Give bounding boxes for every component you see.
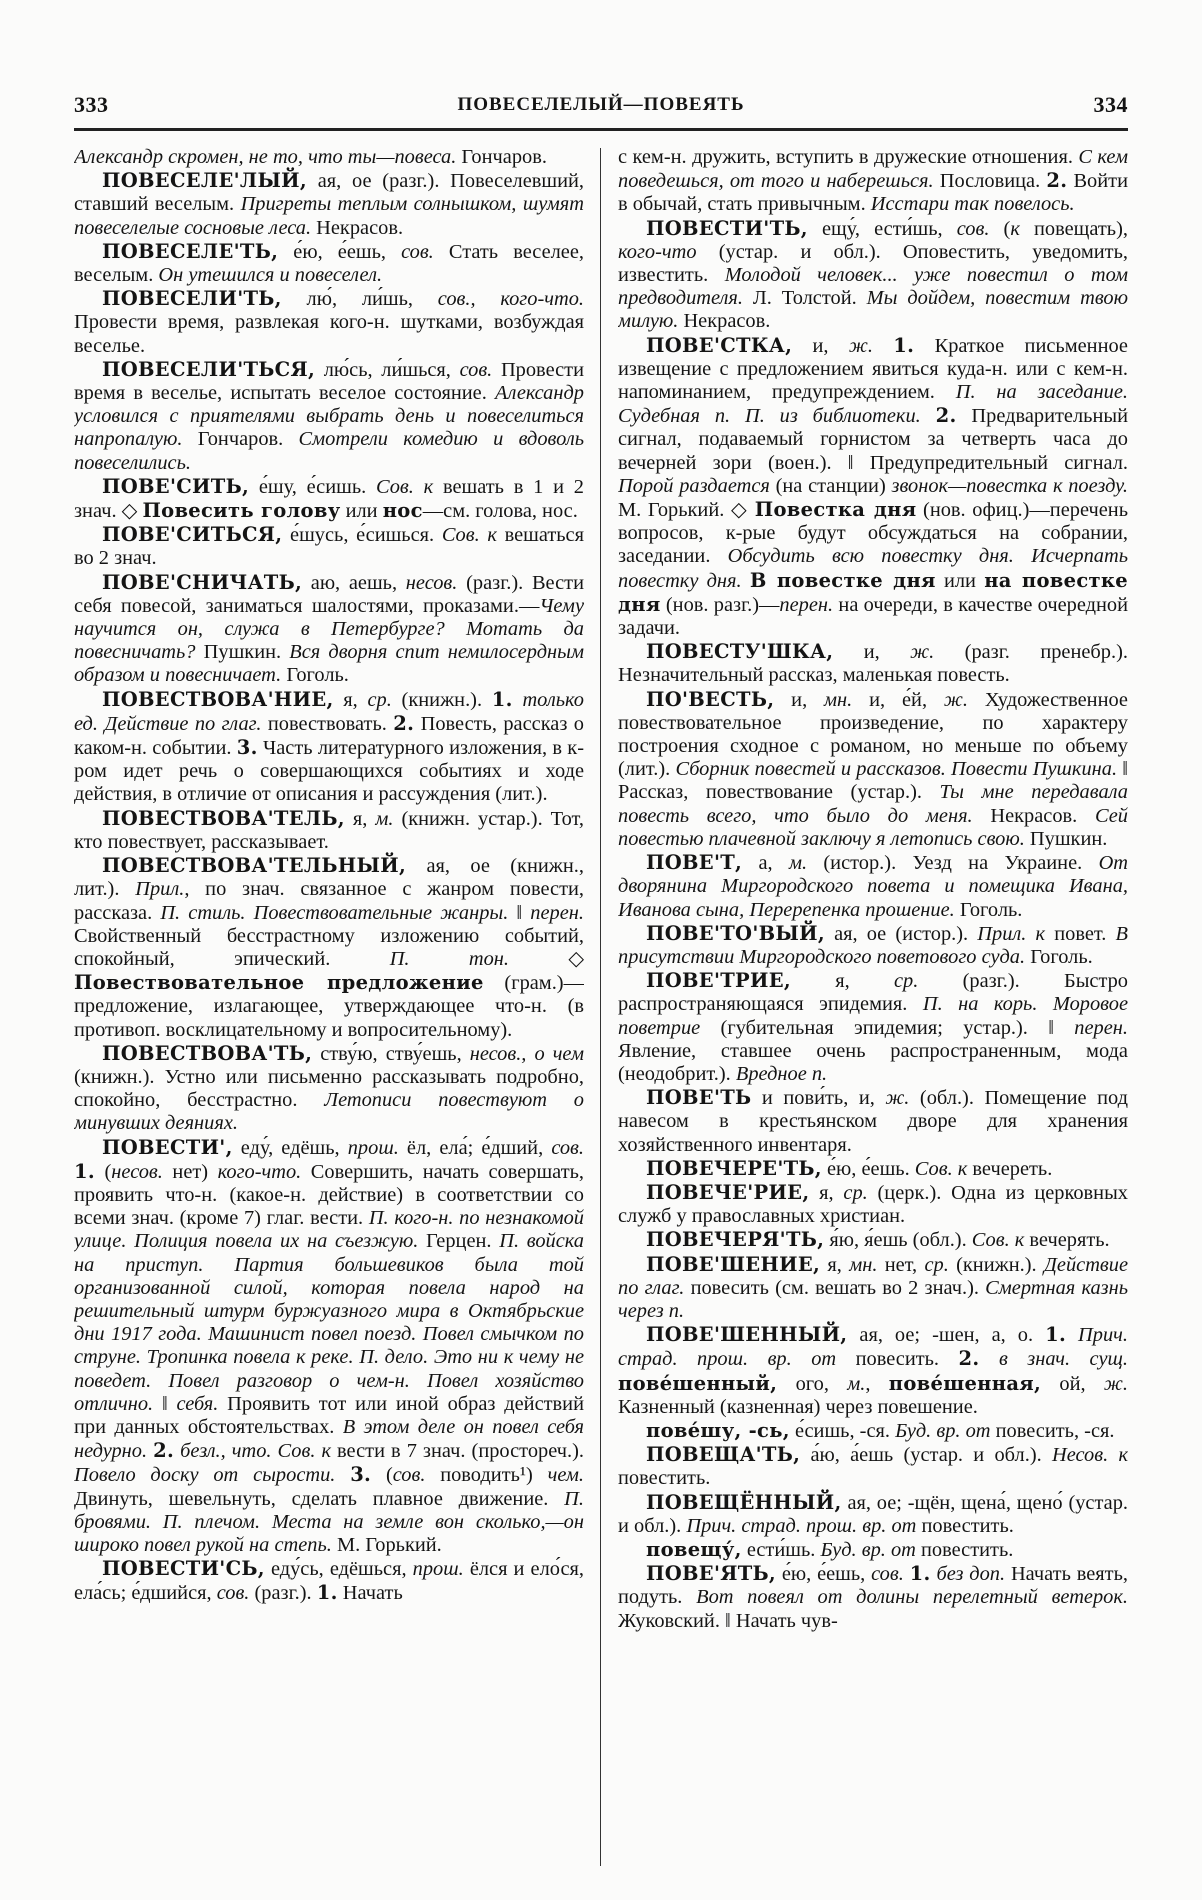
dictionary-entry: ПОВЕ'ТРИЕ, я, ср. (разг.). Быстро распространяющаяся эпидемия. П. на корь. Моровое поветрие (губительная эпидемия; устар.). ‖ перен. Явление, ставшее очень распространенным, мода (неодобрит.). Вредное п. bbox=[618, 969, 1128, 1085]
dictionary-entry: ПОВЕСТИ'ТЬ, ещу́, ести́шь, сов. (к повещать), кого-что (устар. и обл.). Оповестить, уведомить, известить. Молодой человек... уже повестил о том предводителя. Л. Толстой. Мы дойдем, повестим твою милую. Некрасов. bbox=[618, 216, 1128, 333]
dictionary-entry: ПОВЕСТВОВА'ТЬ, ству́ю, ству́ешь, несов., о чем (книжн.). Устно или письменно рассказывать подробно, спокойно, бесстрастно. Летописи повествуют о минувших деяниях. bbox=[74, 1041, 584, 1135]
dictionary-entry: ПОВЕСТУ'ШКА, и, ж. (разг. пренебр.). Незначительный рассказ, маленькая повесть. bbox=[618, 640, 1128, 687]
left-column bbox=[74, 146, 584, 1866]
dictionary-entry: Александр скромен, не то, что ты—повеса. Гончаров. bbox=[74, 146, 547, 168]
dictionary-entry: ПОВЕЩЁННЫЙ, ая, ое; -щён, щена́, щено́ (устар. и обл.). Прич. страд. прош. вр. от повестить. bbox=[618, 1490, 1128, 1537]
dictionary-entry: ПОВЕЩА'ТЬ, а́ю, а́ешь (устар. и обл.). Несов. к повестить. bbox=[618, 1443, 1128, 1490]
dictionary-entry: ПОВЕСЕЛИ'ТЬСЯ, лю́сь, ли́шься, сов. Провести время в веселье, испытать веселое состояние. Александр условился с приятелями выбрать день и повеселиться напропалую. Гончаров. Смотрели комедию и вдоволь повеселились. bbox=[74, 357, 584, 474]
dictionary-entry: ПОВЕ'ШЕНИЕ, я, мн. нет, ср. (книжн.). Действие по глаг. повесить (см. вешать во 2 знач.). Смертная казнь через п. bbox=[618, 1252, 1128, 1322]
dictionary-entry: с кем-н. дружить, вступить в дружеские отношения. С кем поведешься, от того и наберешься. Пословица. 2. Войти в обычай, стать привычным. Исстари так повелось. bbox=[618, 146, 1128, 216]
page-number-right: 334 bbox=[1093, 92, 1128, 117]
dictionary-entry: пове́шу, -сь, е́сишь, -ся. Буд. вр. от повесить, -ся. bbox=[646, 1418, 1115, 1442]
column-divider bbox=[600, 148, 601, 1866]
dictionary-entry: ПОВЕЧЕРЕ'ТЬ, е́ю, е́ешь. Сов. к вечереть. bbox=[646, 1156, 1053, 1180]
dictionary-entry: ПОВЕСТВОВА'ТЕЛЬ, я, м. (книжн. устар.). Тот, кто повествует, рассказывает. bbox=[74, 806, 584, 853]
header-rule bbox=[74, 128, 1128, 131]
dictionary-entry: ПОВЕСТИ', еду́, едёшь, прош. ёл, ела́; е́дший, сов. 1. (несов. нет) кого-что. Совершить, начать совершать, проявить что-н. (какое-н. действие) в соответствии со всеми знач. (кроме 7) глаг. вести. П. кого-н. по незнакомой улице. Полиция повела их на съезжую. Герцен. П. войска на приступ. Партия большевиков была той организованной силой, которая повела народ на решительный штурм буржуазного мира в Октябрьские дни 1917 года. Машинист повел поезд. Повел смычком по струне. Тропинка повела к реке. П. дело. Это ни к чему не поведет. Повел разговор о чем-н. Повел хозяйство отлично. ‖ себя. Проявить тот или иной образ действий при данных обстоятельствах. В этом деле он повел себя недурно. 2. безл., что. Сов. к вести в 7 знач. (простореч.). Повело доску от сырости. 3. (сов. поводить¹) чем. Двинуть, шевельнуть, сделать плавное движение. П. бровями. П. плечом. Места на земле вон сколько,—он широко повел рукой на степь. М. Горький. bbox=[74, 1135, 584, 1556]
dictionary-entry: ПОВЕСЕЛИ'ТЬ, лю́, ли́шь, сов., кого-что. Провести время, развлекая кого-н. шутками, возбуждая веселье. bbox=[74, 287, 584, 357]
dictionary-entry: ПОВЕСТВОВА'ТЕЛЬНЫЙ, ая, ое (книжн., лит.). Прил., по знач. связанное с жанром повести, рассказа. П. стиль. Повествовательные жанры. ‖ перен. Свойственный бесстрастному изложению событий, спокойный, эпический. П. тон. ◇ Повествовательное предложение (грам.)—предложение, излагающее, утверждающее что-н. (в противоп. восклицательному и вопросительному). bbox=[74, 854, 584, 1041]
right-column bbox=[618, 146, 1128, 1866]
dictionary-entry: ПОВЕ'СНИЧАТЬ, аю, аешь, несов. (разг.). Вести себя повесой, заниматься шалостями, проказами.—Чему научится он, служа в Петербурге? Мотать да повесничать? Пушкин. Вся дворня спит немилосердным образом и повесничает. Гоголь. bbox=[74, 570, 584, 687]
dictionary-entry: ПОВЕСТИ'СЬ, еду́сь, едёшься, прош. ёлся и ело́ся, ела́сь; е́дшийся, сов. (разг.). 1. Начать bbox=[74, 1557, 584, 1605]
dictionary-entry: ПОВЕСЕЛЕ'ЛЫЙ, ая, ое (разг.). Повеселевший, ставший веселым. Пригреты теплым солнышком, шумят повеселелые сосновые леса. Некрасов. bbox=[74, 169, 584, 239]
dictionary-entry: ПОВЕ'СИТЬСЯ, е́шусь, е́сишься. Сов. к вешаться во 2 знач. bbox=[74, 523, 584, 570]
dictionary-entry: ПОВЕ'Т, а, м. (истор.). Уезд на Украине. От дворянина Миргородского повета и помещика Ивана, Иванова сына, Перерепенка прошение. Гоголь. bbox=[618, 851, 1128, 921]
dictionary-entry: ПОВЕ'ШЕННЫЙ, ая, ое; -шен, а, о. 1. Прич. страд. прош. вр. от повесить. 2. в знач. сущ. пове́шенный, ого, м., пове́шенная, ой, ж. Казненный (казненная) через повешение. bbox=[618, 1323, 1128, 1418]
dictionary-entry: ПОВЕ'ТЬ и пови́ть, и, ж. (обл.). Помещение под навесом в крестьянском дворе для хранения хозяйственного инвентаря. bbox=[618, 1086, 1128, 1156]
dictionary-entry: ПО'ВЕСТЬ, и, мн. и, е́й, ж. Художественное повествовательное произведение, по характеру построения сходное с романом, но меньше по объему (лит.). Сборник повестей и рассказов. Повести Пушкина. ‖ Рассказ, повествование (устар.). Ты мне передавала повесть всего, что было до меня. Некрасов. Сей повестью плачевной заключу я летопись свою. Пушкин. bbox=[618, 687, 1128, 850]
dictionary-entry: ПОВЕ'СИТЬ, е́шу, е́сишь. Сов. к вешать в 1 и 2 знач. ◇ Повесить голову или нос—см. голова, нос. bbox=[74, 474, 584, 523]
dictionary-entry: ПОВЕ'ТО'ВЫЙ, ая, ое (истор.). Прил. к повет. В присутствии Миргородского поветового суда. Гоголь. bbox=[618, 921, 1128, 968]
dictionary-entry: ПОВЕЧЕ'РИЕ, я, ср. (церк.). Одна из церковных служб у православных христиан. bbox=[618, 1180, 1128, 1228]
dictionary-entry: ПОВЕЧЕРЯ'ТЬ, я́ю, я́ешь (обл.). Сов. к вечерять. bbox=[646, 1228, 1110, 1252]
dictionary-entry: ПОВЕСЕЛЕ'ТЬ, е́ю, е́ешь, сов. Стать веселее, веселым. Он утешился и повеселел. bbox=[74, 239, 584, 287]
running-head: ПОВЕСЕЛЕЛЫЙ—ПОВЕЯТЬ bbox=[457, 94, 745, 115]
page-header bbox=[74, 92, 1128, 122]
page-number-left: 333 bbox=[74, 92, 109, 117]
dictionary-entry: ПОВЕСТВОВА'НИЕ, я, ср. (книжн.). 1. только ед. Действие по глаг. повествовать. 2. Повесть, рассказ о каком-н. событии. 3. Часть литературного изложения, в к-ром идет речь о совершающихся событиях и ходе действия, в отличие от описания и рассуждения (лит.). bbox=[74, 687, 584, 806]
dictionary-entry: ПОВЕ'СТКА, и, ж. 1. Краткое письменное извещение с предложением явиться куда-н. или с кем-н. напоминанием, предупреждением. П. на заседание. Судебная п. П. из библиотеки. 2. Предварительный сигнал, подаваемый горнистом за четверть часа до вечерней зори (воен.). ‖ Предупредительный сигнал. Порой раздается (на станции) звонок—повестка к поезду. М. Горький. ◇ Повестка дня (нов. офиц.)—перечень вопросов, к-рые будут обсуждаться на собрании, заседании. Обсудить всю повестку дня. Исчерпать повестку дня. В повестке дня или на повестке дня (нов. разг.)—перен. на очереди, в качестве очередной задачи. bbox=[618, 333, 1128, 640]
dictionary-entry: ПОВЕ'ЯТЬ, е́ю, е́ешь, сов. 1. без доп. Начать веять, подуть. Вот повеял от долины перелетный ветерок. Жуковский. ‖ Начать чув- bbox=[618, 1562, 1128, 1632]
dictionary-entry: повещу́, ести́шь. Буд. вр. от повестить. bbox=[646, 1537, 1014, 1561]
